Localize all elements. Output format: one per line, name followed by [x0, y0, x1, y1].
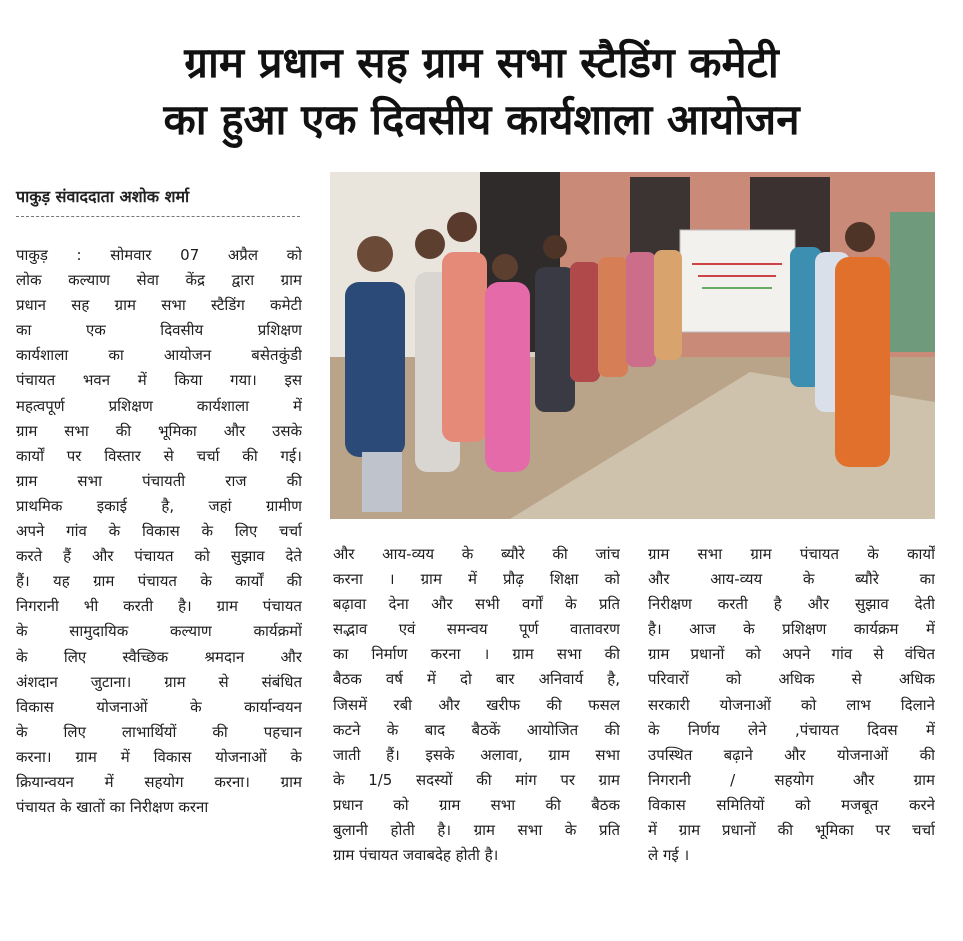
text-line: ग्राम पंचायत जवाबदेह होती है। [333, 846, 499, 865]
text-line: प्राथमिक इकाई है, जहां ग्रामीण [16, 496, 302, 515]
article-column-3 [648, 542, 935, 868]
text-line: विकास समितियों को मजबूत करने [648, 795, 935, 814]
headline [8, 34, 955, 148]
person-3 [442, 252, 487, 442]
text-line: अपने गांव के विकास के लिए चर्चा [16, 522, 302, 541]
text-line: अंशदान जुटाना। ग्राम से संबंधित [16, 672, 302, 691]
person-4 [485, 282, 530, 472]
person-1 [345, 282, 405, 457]
text-line: निगरानी / सहयोग और ग्राम [648, 770, 935, 789]
text-line: है। आज के प्रशिक्षण कार्यक्रम में [648, 620, 935, 639]
text-line: पंचायत के खातों का निरीक्षण करना [16, 798, 209, 817]
person-12 [835, 257, 890, 467]
text-line: जिसमें रबी और खरीफ की फसल [333, 695, 620, 714]
text-line: के 1/5 सदस्यों की मांग पर ग्राम [333, 770, 620, 789]
headline-line-2: का हुआ एक दिवसीय कार्यशाला आयोजन [163, 95, 800, 144]
photo-illustration [330, 172, 935, 519]
text-line: में ग्राम प्रधानों की भूमिका पर चर्चा [648, 821, 935, 840]
text-line: उपस्थित बढ़ाने और योजनाओं की [648, 745, 935, 764]
news-photo [330, 172, 935, 519]
text-line: करना। ग्राम में विकास योजनाओं के [16, 747, 302, 766]
headline-line-1: ग्राम प्रधान सह ग्राम सभा स्टैडिंग कमेटी [184, 38, 779, 87]
text-line: बैठक वर्ष में दो बार अनिवार्य है, [333, 670, 620, 689]
text-line: प्रधान को ग्राम सभा की बैठक [333, 795, 620, 814]
person-7 [598, 257, 628, 377]
text-line: कार्यों पर विस्तार से चर्चा की गई। [16, 446, 302, 465]
text-line: हैं। यह ग्राम पंचायत के कार्यों की [16, 572, 302, 591]
text-line: बुलानी होती है। ग्राम सभा के प्रति [333, 821, 620, 840]
person-6 [570, 262, 600, 382]
text-line: विकास योजनाओं के कार्यान्वयन [16, 697, 302, 716]
person-8 [626, 252, 656, 367]
text-line: और आय-व्यय के ब्यौरे का [648, 570, 935, 589]
text-line: के सामुदायिक कल्याण कार्यक्रमों [16, 622, 302, 641]
text-line: ग्राम सभा की भूमिका और उसके [16, 421, 302, 440]
person-4-head [492, 254, 518, 280]
text-line: और आय-व्यय के ब्यौरे की जांच [333, 545, 620, 563]
person-1-head [357, 236, 393, 272]
text-line: करना । ग्राम में प्रौढ़ शिक्षा को [333, 570, 620, 589]
text-line: जाती हैं। इसके अलावा, ग्राम सभा [333, 745, 620, 764]
article-column-1 [16, 243, 302, 820]
text-line: ग्राम सभा पंचायती राज की [16, 471, 302, 490]
green-door [890, 212, 935, 352]
text-line: महत्वपूर्ण प्रशिक्षण कार्यशाला में [16, 396, 302, 415]
text-line: निगरानी भी करती है। ग्राम पंचायत [16, 597, 302, 616]
text-line: क्रियान्वयन में सहयोग करना। ग्राम [16, 772, 302, 791]
text-line: पंचायत भवन में किया गया। इस [16, 371, 302, 390]
banner [680, 230, 795, 332]
text-line: बढ़ावा देना और सभी वर्गों के प्रति [333, 595, 620, 614]
text-line: पाकुड़ : सोमवार 07 अप्रैल को [16, 246, 302, 264]
text-line: प्रधान सह ग्राम सभा स्टैडिंग कमेटी [16, 296, 302, 315]
text-line: लोक कल्याण सेवा केंद्र द्वारा ग्राम [16, 271, 302, 290]
person-1-lungi [362, 452, 402, 512]
text-line: के निर्णय लेने ,पंचायत दिवस में [648, 720, 935, 739]
person-5 [535, 267, 575, 412]
person-2-head [415, 229, 445, 259]
text-line: ग्राम प्रधानों को अपने गांव से वंचित [648, 645, 935, 664]
text-line: ग्राम सभा ग्राम पंचायत के कार्यों [648, 545, 935, 563]
byline: पाकुड़ संवाददाता अशोक शर्मा [16, 184, 300, 217]
text-line: कार्यशाला का आयोजन बसेतकुंडी [16, 346, 302, 365]
text-line: निरीक्षण करती है और सुझाव देती [648, 595, 935, 614]
text-line: परिवारों को अधिक से अधिक [648, 670, 935, 689]
person-5-head [543, 235, 567, 259]
text-line: करते हैं और पंचायत को सुझाव देते [16, 547, 302, 566]
person-12-head [845, 222, 875, 252]
text-line: के लिए स्वैच्छिक श्रमदान और [16, 647, 302, 666]
text-line: ले गई । [648, 846, 690, 865]
text-line: सरकारी योजनाओं को लाभ दिलाने [648, 695, 935, 714]
text-line: सद्भाव एवं समन्वय पूर्ण वातावरण [333, 620, 620, 639]
text-line: का एक दिवसीय प्रशिक्षण [16, 321, 302, 340]
person-9 [654, 250, 682, 360]
person-3-head [447, 212, 477, 242]
text-line: के लिए लाभार्थियों की पहचान [16, 722, 302, 741]
article-column-2 [333, 542, 620, 868]
text-line: कटने के बाद बैठकें आयोजित की [333, 720, 620, 739]
text-line: का निर्माण करना । ग्राम सभा की [333, 645, 620, 664]
